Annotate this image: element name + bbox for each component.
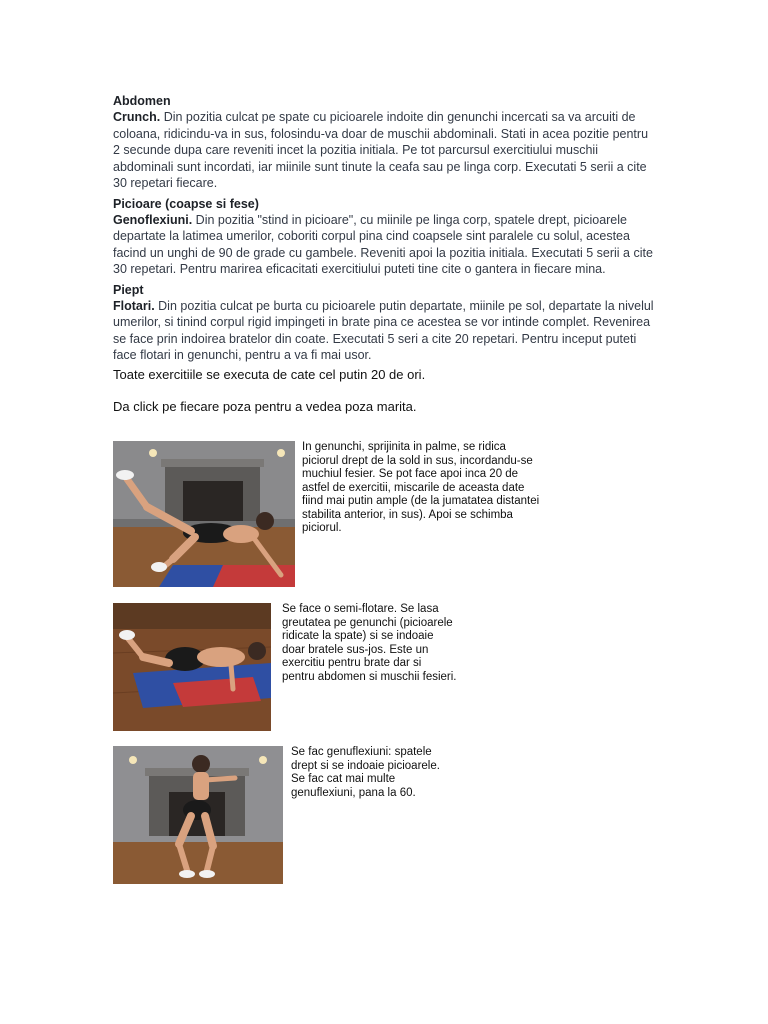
section-heading-legs: Picioare (coapse si fese): [113, 196, 259, 211]
exercise-photo-squat[interactable]: [113, 746, 283, 884]
photo-illustration: [113, 746, 283, 884]
exercise-photo-kneeling-leg-raise[interactable]: [113, 441, 295, 587]
photo-row-2: [113, 603, 457, 731]
section-paragraph-abdomen: [113, 109, 658, 192]
exercise-name-squats: Genoflexiuni.: [113, 212, 193, 227]
photo-caption-2: Se face o semi-flotare. Se lasa greutatea pe genunchi (picioarele ridicate la spate) si se indoaie doar bratele sus-jos. Este un exercitiu pentru brate dar si pentru abdomen si muschii fesieri.: [282, 603, 457, 683]
click-photo-note: Da click pe fiecare poza pentru a vedea poza marita.: [113, 398, 417, 414]
repetition-note: Toate exercitiile se executa de cate cel putin 20 de ori.: [113, 366, 426, 382]
photo-illustration: [113, 603, 271, 731]
exercise-photo-semi-pushup[interactable]: [113, 603, 271, 731]
exercise-description: Din pozitia culcat pe spate cu picioarele indoite din genunchi incercati sa va arcuiti de coloana, ridicindu-va in sus, folosindu-va doar de muschii abdominali. Stati in acea pozitie pentru 2 secunde dupa care reveniti incet la pozitia initiala. Pe tot parcursul exercitiului muschii abdominali sunt incordati, iar miinile sunt tinute la ceafa sau pe linga corp. Executati 5 serii a cite 30 repetari fiecare.: [113, 110, 649, 190]
section-heading-abdomen: Abdomen: [113, 94, 171, 108]
photo-row-1: [113, 441, 542, 587]
section-heading-chest: Piept: [113, 282, 144, 297]
photo-caption-3: Se fac genuflexiuni: spatele drept si se indoaie picioarele. Se fac cat mai multe genuflexiuni, pana la 60.: [291, 746, 440, 799]
article-body: [113, 94, 658, 415]
section-paragraph-legs: [113, 212, 658, 278]
photo-row-3: [113, 746, 451, 884]
exercise-name-pushups: Flotari.: [113, 298, 155, 313]
photo-caption-1: In genunchi, sprijinita in palme, se ridica piciorul drept de la sold in sus, incordandu-se muchiul fesier. Se pot face apoi inca 20 de astfel de exercitii, miscarile de aceasta date fiind mai putin ample (de la jumatatea distantei stabilita anterior, in sus). Apoi se schimba piciorul.: [302, 441, 540, 534]
section-paragraph-chest: [113, 298, 658, 364]
exercise-description: Din pozitia culcat pe burta cu picioarele putin departate, miinile pe sol, departate la nivelul umerilor, si tinind corpul rigid impingeti in brate pina ce acestea se vor intinde complet. Revenirea se face prin indoirea bratelor din coate. Executati 5 seri a cite 20 repetari. Pentru inceput puteti face flotari in genunchi, pentru a va fi mai usor.: [113, 298, 654, 362]
exercise-description: Din pozitia "stind in picioare", cu miinile pe linga corp, spatele drept, picioarele departate la latimea umerilor, coboriti corpul pina cind coapsele sint paralele cu solul, acestea facind un unghi de 90 de grade cu gambele. Reveniti apoi la pozitia initiala. Executati 5 serii a cite 30 repetari. Pentru marirea eficacitati exercitiului puteti tine cite o gantera in fiecare mina.: [113, 212, 653, 276]
photo-illustration: [113, 441, 295, 587]
exercise-name-crunch: Crunch.: [113, 110, 161, 124]
